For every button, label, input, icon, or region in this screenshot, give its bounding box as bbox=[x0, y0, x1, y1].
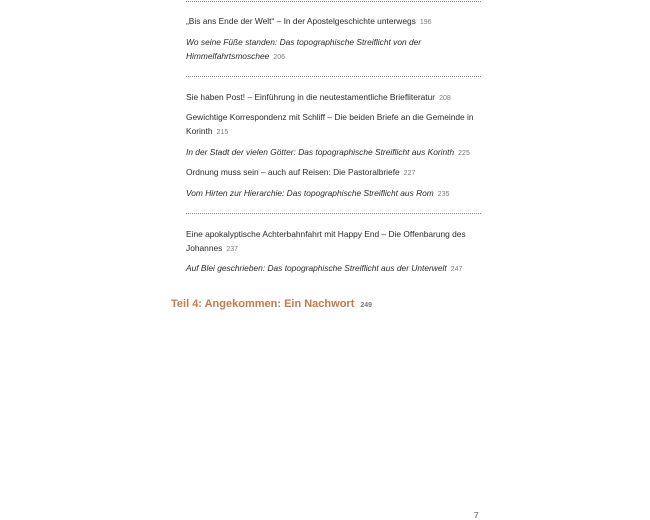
toc-entry-page: 247 bbox=[450, 266, 463, 273]
toc-entry-page: 227 bbox=[403, 170, 416, 177]
toc-entry-title: Gewichtige Korrespondenz mit Schliff – Die beiden Briefe an die Gemeinde in Korinth bbox=[186, 112, 474, 136]
toc-entry bbox=[186, 262, 486, 277]
toc-entry-title: „Bis ans Ende der Welt“ – In der Apostelgeschichte unterwegs bbox=[186, 16, 416, 26]
toc-entry bbox=[186, 228, 486, 256]
part-heading bbox=[171, 298, 372, 310]
toc-entry bbox=[186, 15, 486, 30]
toc-entry-title: Sie haben Post! – Einführung in die neutestamentliche Briefliteratur bbox=[186, 92, 436, 102]
section-divider bbox=[186, 213, 481, 214]
section-divider bbox=[186, 76, 481, 77]
toc-entry bbox=[186, 91, 486, 106]
part-heading-page: 249 bbox=[360, 302, 373, 309]
toc-entry bbox=[186, 166, 486, 181]
toc-entry-title: Ordnung muss sein – auch auf Reisen: Die Pastoralbriefe bbox=[186, 167, 400, 177]
toc-entry-page: 196 bbox=[419, 19, 432, 26]
top-divider bbox=[186, 1, 481, 2]
toc-entry-title: Vom Hirten zur Hierarchie: Das topographische Streiflicht aus Rom bbox=[186, 188, 434, 198]
toc-entry-title: Wo seine Füße standen: Das topographische Streiflicht von der Himmelfahrtsmoschee bbox=[186, 37, 422, 61]
toc-entry-title: In der Stadt der vielen Götter: Das topographische Streiflicht aus Korinth bbox=[186, 147, 455, 157]
toc-entry-page: 215 bbox=[216, 128, 229, 136]
toc-entry bbox=[186, 36, 426, 64]
toc-entry-page: 237 bbox=[226, 245, 239, 253]
toc-entry-title: Eine apokalyptische Achterbahnfahrt mit Happy End – Die Offenbarung des Johannes bbox=[186, 229, 466, 253]
toc-entry bbox=[186, 187, 486, 202]
toc-entry bbox=[186, 111, 486, 139]
part-heading-title: Teil 4: Angekommen: Ein Nachwort bbox=[171, 298, 355, 310]
toc-entry-title: Auf Blei geschrieben: Das topographische Streiflicht aus der Unterwelt bbox=[186, 263, 447, 273]
page-number: 7 bbox=[474, 510, 479, 520]
toc-entry-page: 235 bbox=[437, 191, 450, 198]
toc-entry-page: 225 bbox=[458, 150, 470, 157]
toc-entry-page: 206 bbox=[273, 53, 285, 61]
toc-entry-page: 208 bbox=[439, 95, 451, 102]
toc-entry bbox=[186, 146, 486, 161]
